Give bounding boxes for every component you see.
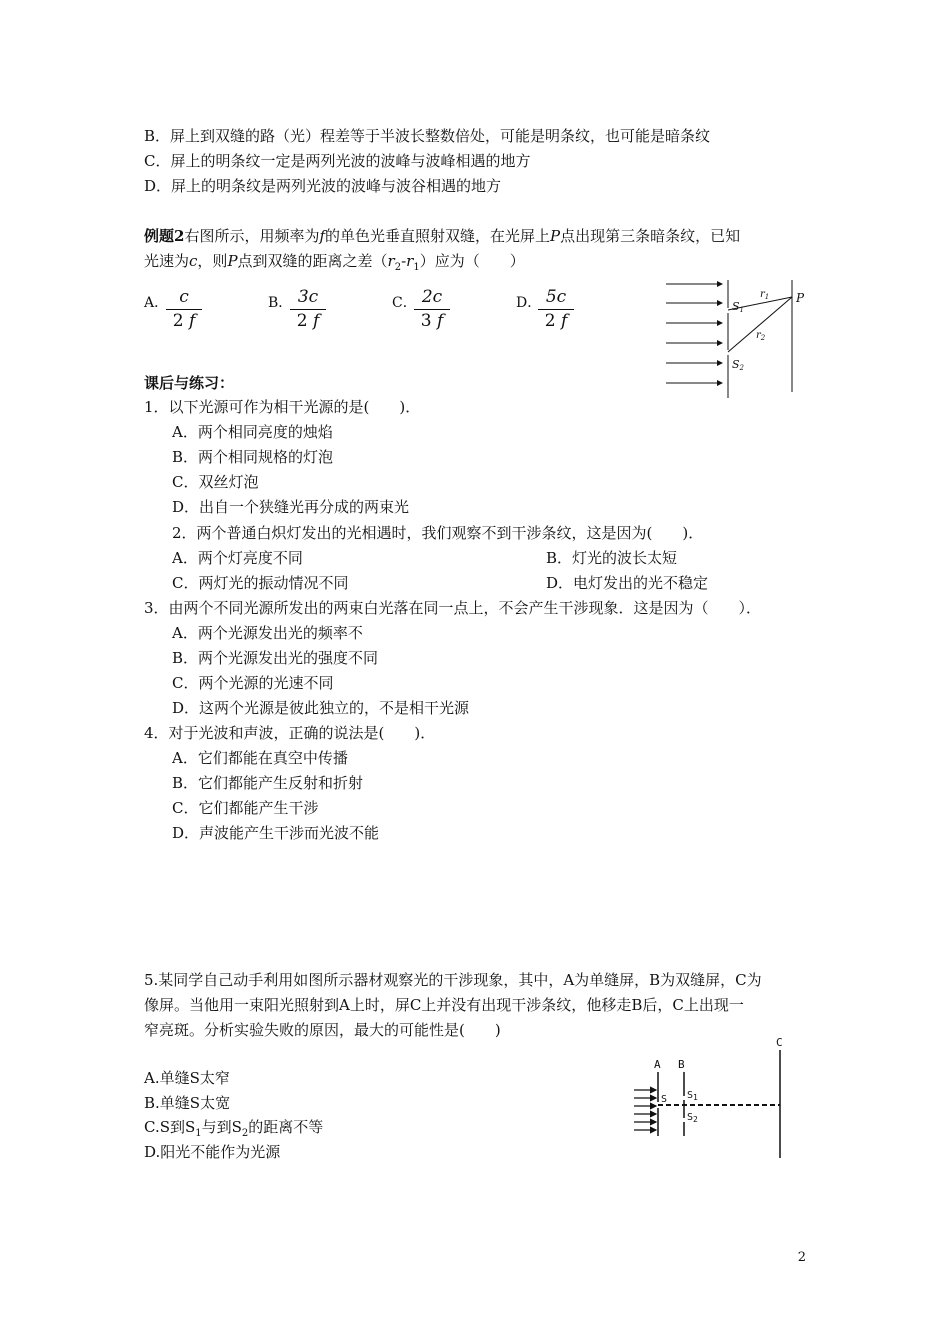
q4-option-d: D．声波能产生干涉而光波不能 [172, 824, 380, 842]
q4-option-a: A．它们都能在真空中传播 [172, 749, 348, 767]
example2-option-d-fraction: $\frac{5c}{2 f}$ [538, 287, 574, 332]
q2-option-b: B．灯光的波长太短 [546, 549, 678, 567]
q5-stem-line2: 像屏。当他用一束阳光照射到A上时，屏C上并没有出现干涉条纹，他移走B后，C上出现一 [144, 996, 744, 1014]
q1-option-b: B．两个相同规格的灯泡 [172, 448, 334, 466]
q5-option-b: B.单缝S太宽 [144, 1094, 231, 1112]
q5-option-a: A.单缝S太窄 [144, 1069, 230, 1087]
q3-option-d: D．这两个光源是彼此独立的，不是相干光源 [172, 699, 470, 717]
q5-option-d: D.阳光不能作为光源 [144, 1143, 281, 1161]
r2-label: $r_2$ [756, 330, 766, 342]
q2-option-c: C．两灯光的振动情况不同 [172, 574, 349, 592]
example2-label: 例题2 [144, 227, 185, 245]
q2-option-d: D．电灯发出的光不稳定 [546, 574, 709, 592]
incident-light-arrows [666, 284, 722, 383]
q1-option-d: D．出自一个狭缝光再分成的两束光 [172, 498, 410, 516]
sunlight-arrows [634, 1090, 656, 1130]
example2-option-a-fraction: $\frac{c}{2 f}$ [166, 287, 202, 332]
p-label: P [796, 291, 805, 305]
example2-option-a-letter: A． [144, 295, 169, 311]
q5-stem-line1: 5.某同学自己动手利用如图所示器材观察光的干涉现象，其中，A为单缝屏，B为双缝屏，C为 [144, 971, 762, 989]
q2-stem: 2．两个普通白炽灯发出的光相遇时，我们观察不到干涉条纹，这是因为( )． [172, 524, 704, 542]
page-number: 2 [797, 1250, 806, 1265]
example2-line1: 例题2右图所示，用频率为f的单色光垂直照射双缝，在光屏上P点出现第三条暗条纹，已知 [144, 227, 741, 245]
example2-option-c-fraction: $\frac{2c}{3 f}$ [414, 287, 450, 332]
example2-option-b-fraction: $\frac{3c}{2 f}$ [290, 287, 326, 332]
example2-option-b-letter: B． [268, 295, 293, 311]
prev-option-c: C．屏上的明条纹一定是两列光波的波峰与波峰相遇的地方 [144, 152, 531, 170]
label-s2: $S_2$ [687, 1112, 698, 1124]
q3-option-b: B．两个光源发出光的强度不同 [172, 649, 379, 667]
label-s: S [661, 1094, 668, 1105]
s2-label: S2 [732, 358, 745, 372]
q5-option-c: C.S到$S_1$与到$S_2$的距离不等 [144, 1118, 324, 1139]
label-s1: $S_1$ [687, 1090, 698, 1102]
interference-apparatus-figure [630, 1038, 800, 1163]
q2-option-a: A．两个灯亮度不同 [172, 549, 303, 567]
q1-option-a: A．两个相同亮度的烛焰 [172, 423, 333, 441]
label-a: A [654, 1058, 661, 1071]
q3-option-a: A．两个光源发出光的频率不 [172, 624, 363, 642]
q4-option-b: B．它们都能产生反射和折射 [172, 774, 364, 792]
s1-label: S1 [732, 300, 745, 314]
double-slit-figure [660, 280, 820, 400]
prev-option-b: B．屏上到双缝的路（光）程差等于半波长整数倍处，可能是明条纹，也可能是暗条纹 [144, 127, 711, 145]
exercises-heading: 课后与练习： [144, 374, 235, 392]
label-b: B [678, 1058, 685, 1071]
example2-option-c-letter: C． [392, 295, 417, 311]
example2-line2: 光速为c，则P点到双缝的距离之差$(r_2-r_1)$应为（ ） [144, 252, 525, 273]
prev-option-d: D．屏上的明条纹是两列光波的波峰与波谷相遇的地方 [144, 177, 502, 195]
q3-stem: 3．由两个不同光源所发出的两束白光落在同一点上，不会产生干涉现象．这是因为（ ）． [144, 599, 762, 617]
label-c: C [776, 1038, 783, 1049]
q4-option-c: C．它们都能产生干涉 [172, 799, 319, 817]
q1-stem: 1．以下光源可作为相干光源的是( )． [144, 398, 421, 416]
q5-stem-line3: 窄亮斑。分析实验失败的原因，最大的可能性是( ) [144, 1021, 501, 1039]
r1-label: $r_1$ [760, 289, 770, 301]
q3-option-c: C．两个光源的光速不同 [172, 674, 334, 692]
example2-option-d-letter: D． [516, 295, 542, 311]
q1-option-c: C．双丝灯泡 [172, 473, 259, 491]
q4-stem: 4．对于光波和声波，正确的说法是( )． [144, 724, 436, 742]
